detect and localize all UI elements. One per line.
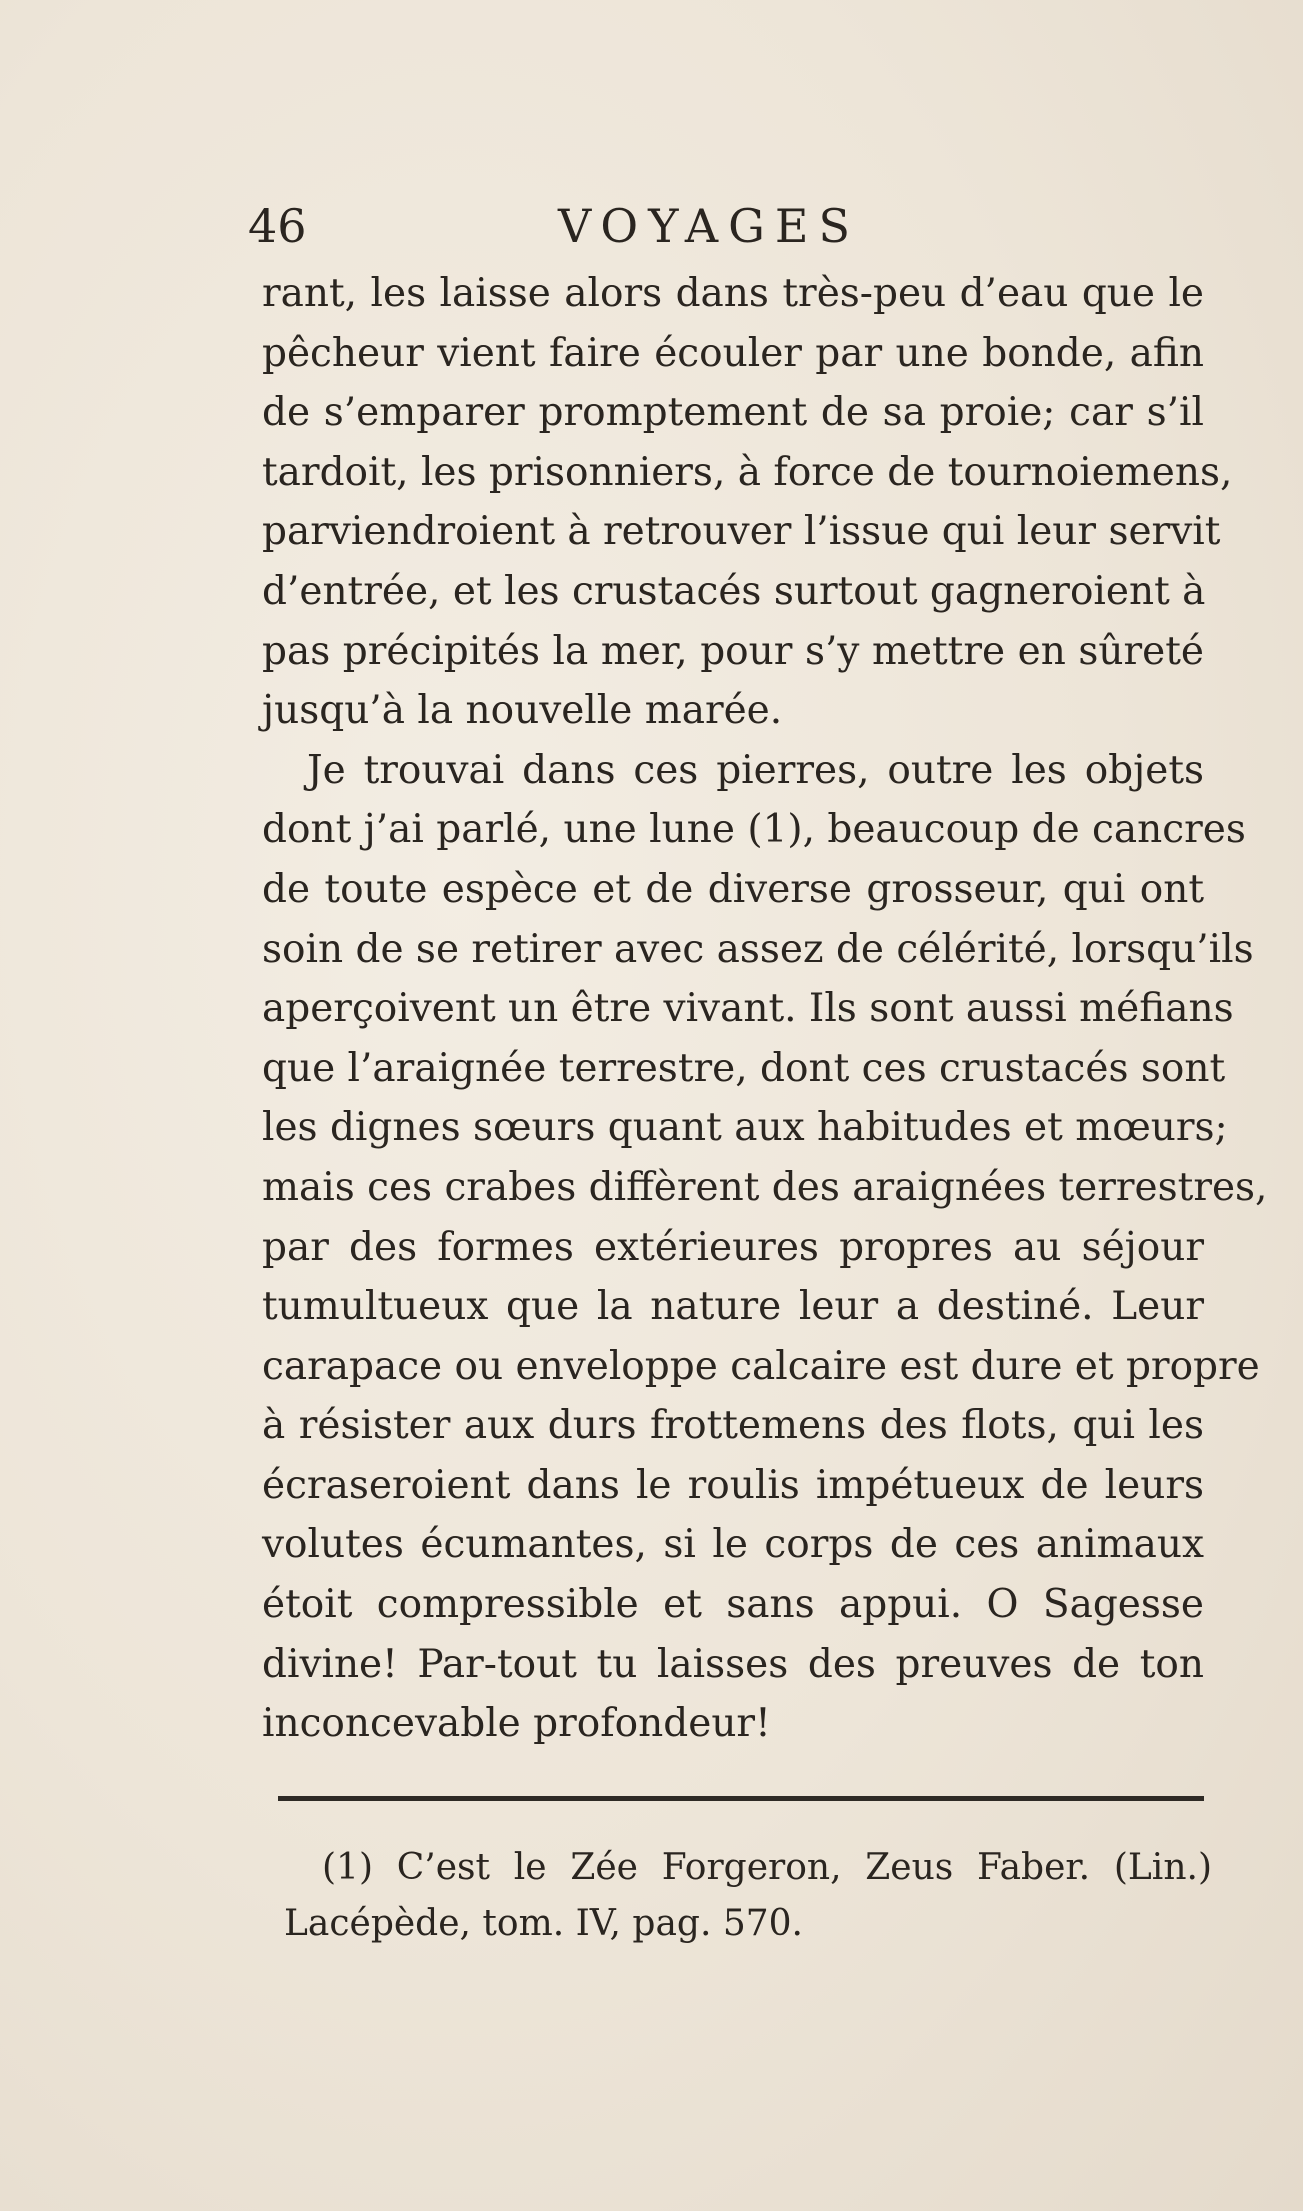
running-title: VOYAGES <box>558 199 860 253</box>
text-line: les dignes sœurs quant aux habitudes et mœurs; <box>262 1105 1228 1151</box>
footnote-line: (1) C’est le Zée Forgeron, Zeus Faber. (Lin.) <box>322 1847 1212 1888</box>
text-line: étoit compressible et sans appui. O Sagesse <box>262 1582 1204 1628</box>
text-line: divine! Par-tout tu laisses des preuves de ton <box>262 1641 1204 1687</box>
text-line: par des formes extérieures propres au séjour <box>262 1224 1204 1270</box>
text-line: de s’emparer promptement de sa proie; car s’il <box>262 390 1204 436</box>
text-line: dont j’ai parlé, une lune (1), beaucoup de cancres <box>262 807 1246 853</box>
text-line: que l’araignée terrestre, dont ces crustacés sont <box>262 1045 1226 1091</box>
text-line: écraseroient dans le roulis impétueux de leurs <box>262 1462 1204 1508</box>
text-line: Je trouvai dans ces pierres, outre les objets <box>307 747 1204 793</box>
text-line: tardoit, les prisonniers, à force de tournoiemens, <box>262 449 1233 495</box>
body-text <box>262 264 1268 1754</box>
text-line: à résister aux durs frottemens des flots, qui les <box>262 1403 1204 1449</box>
footnote-divider <box>278 1796 1204 1801</box>
text-line: inconcevable profondeur! <box>262 1701 771 1747</box>
text-line: mais ces crabes diffèrent des araignées terrestres, <box>262 1164 1268 1210</box>
text-line: rant, les laisse alors dans très-peu d’eau que le <box>262 271 1204 316</box>
text-line: carapace ou enveloppe calcaire est dure et propre <box>262 1343 1260 1389</box>
text-line: aperçoivent un être vivant. Ils sont aussi méfians <box>262 986 1234 1032</box>
text-line: parviendroient à retrouver l’issue qui leur servit <box>262 509 1221 555</box>
text-line: soin de se retirer avec assez de célérité, lorsqu’ils <box>262 926 1254 972</box>
text-line: tumultueux que la nature leur a destiné. Leur <box>262 1284 1204 1330</box>
page-number: 46 <box>248 199 307 253</box>
text-line: jusqu’à la nouvelle marée. <box>262 688 783 734</box>
text-line: pas précipités la mer, pour s’y mettre en sûreté <box>262 628 1204 674</box>
text-line: de toute espèce et de diverse grosseur, qui ont <box>262 866 1204 912</box>
text-line: d’entrée, et les crustacés surtout gagneroient à <box>262 568 1206 614</box>
text-line: volutes écumantes, si le corps de ces animaux <box>262 1522 1204 1568</box>
footnote <box>284 1840 1212 1952</box>
footnote-line: Lacépède, tom. IV, pag. 570. <box>284 1903 803 1944</box>
page-header <box>248 196 1208 256</box>
text-line: pêcheur vient faire écouler par une bonde, afin <box>262 330 1204 376</box>
